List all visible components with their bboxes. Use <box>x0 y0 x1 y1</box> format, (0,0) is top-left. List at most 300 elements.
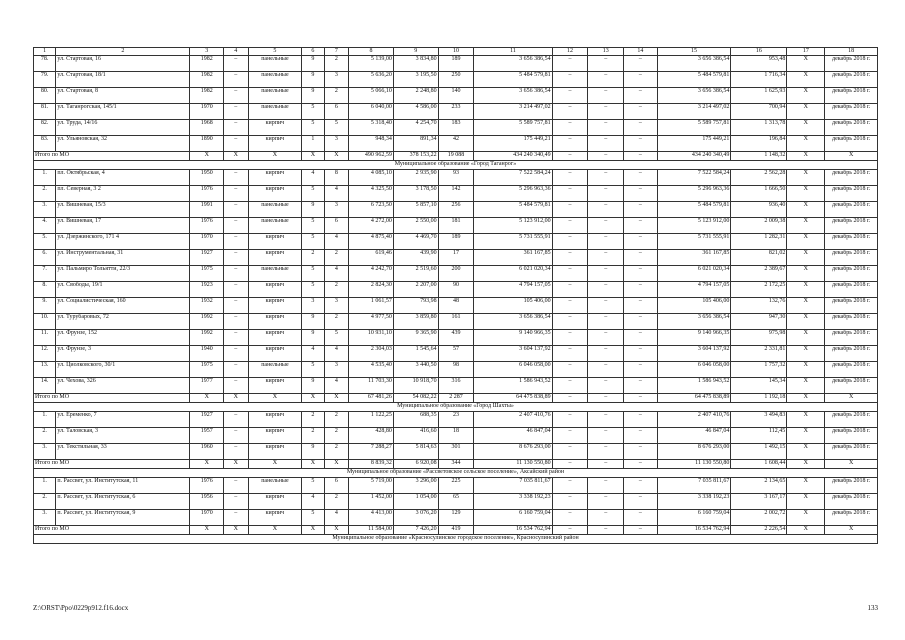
completion-date: декабрь 2018 г. <box>832 282 871 288</box>
table-cell: 1 <box>302 136 324 152</box>
table-cell: 7 288,27 <box>349 444 394 460</box>
table-cell: 2. <box>34 186 56 202</box>
table-cell: 793,98 <box>393 298 438 314</box>
table-cell: 6 046 058,00 <box>474 362 552 378</box>
table-cell: – <box>552 314 588 330</box>
table-cell: 3 859,80 <box>393 314 438 330</box>
table-cell: X <box>787 510 825 526</box>
table-cell: 8 839,32 <box>349 460 394 469</box>
housing-register-table <box>33 47 878 544</box>
table-cell: 98 <box>438 362 474 378</box>
table-cell: 1976 <box>190 218 224 234</box>
table-cell: 64 475 838,89 <box>657 394 731 403</box>
table-cell: 688,35 <box>393 412 438 428</box>
table-cell: 5 719,00 <box>349 478 394 494</box>
table-cell: 11. <box>34 330 56 346</box>
table-cell: кирпич <box>248 412 302 428</box>
table-cell: 4 242,70 <box>349 266 394 282</box>
completion-date: декабрь 2018 г. <box>832 444 871 450</box>
municipality-title-row <box>34 403 878 412</box>
table-cell: – <box>224 282 249 298</box>
table-cell: – <box>224 510 249 526</box>
table-cell: кирпич <box>248 250 302 266</box>
table-cell: 132,76 <box>731 298 787 314</box>
table-cell: – <box>588 88 624 104</box>
table-cell: 3 338 192,23 <box>657 494 731 510</box>
column-number: 4 <box>224 48 249 56</box>
table-cell: ул. Стартовая, 18/1 <box>56 72 190 88</box>
table-cell: 142 <box>438 186 474 202</box>
table-cell: 1982 <box>190 88 224 104</box>
table-cell: 9 365,90 <box>393 330 438 346</box>
table-cell: – <box>588 104 624 120</box>
table-cell: п. Рассвет, ул. Институтская, 11 <box>56 478 190 494</box>
table-row <box>34 444 878 460</box>
table-cell: 2 <box>324 314 349 330</box>
table-cell <box>825 104 878 120</box>
completion-date: декабрь 2018 г. <box>832 72 871 78</box>
table-cell: 2 <box>324 56 349 72</box>
table-row <box>34 120 878 136</box>
table-cell: – <box>624 250 658 266</box>
table-cell <box>825 56 878 72</box>
table-cell: 105 406,00 <box>474 298 552 314</box>
table-cell: 196,84 <box>731 136 787 152</box>
table-cell: – <box>588 460 624 469</box>
table-cell: 9. <box>34 298 56 314</box>
table-cell: 419 <box>438 526 474 535</box>
table-cell: 1992 <box>190 314 224 330</box>
table-cell: 17 <box>438 250 474 266</box>
table-cell: – <box>552 510 588 526</box>
table-cell: 5 <box>324 330 349 346</box>
table-cell: ул. Стартовая, 16 <box>56 56 190 72</box>
column-number: 3 <box>190 48 224 56</box>
table-cell: – <box>588 314 624 330</box>
column-number: 5 <box>248 48 302 56</box>
table-cell: ул. Еременко, 7 <box>56 412 190 428</box>
table-cell: – <box>224 72 249 88</box>
total-label: Итого по МО <box>34 394 190 403</box>
table-cell: 2 226,54 <box>731 526 787 535</box>
table-cell: 42 <box>438 136 474 152</box>
table-cell: пл. Северная, 3 2 <box>56 186 190 202</box>
table-row <box>34 202 878 218</box>
table-cell: – <box>588 346 624 362</box>
table-cell <box>825 72 878 88</box>
column-number: 8 <box>349 48 394 56</box>
table-cell: X <box>224 460 249 469</box>
table-cell: 1 282,31 <box>731 234 787 250</box>
table-cell: 78. <box>34 56 56 72</box>
table-cell <box>825 218 878 234</box>
column-number: 10 <box>438 48 474 56</box>
table-cell: ул. Циолковского, 30/1 <box>56 362 190 378</box>
table-cell: – <box>552 72 588 88</box>
table-cell: – <box>224 186 249 202</box>
table-cell: 4 977,50 <box>349 314 394 330</box>
table-cell: X <box>787 234 825 250</box>
table-cell: 344 <box>438 460 474 469</box>
table-cell: 256 <box>438 202 474 218</box>
table-cell: – <box>624 234 658 250</box>
table-cell: – <box>624 510 658 526</box>
table-cell: 1. <box>34 412 56 428</box>
table-cell: 2 <box>324 250 349 266</box>
table-cell: – <box>624 202 658 218</box>
table-cell: – <box>588 120 624 136</box>
table-cell: – <box>552 250 588 266</box>
table-cell: 936,40 <box>731 202 787 218</box>
table-cell: X <box>787 88 825 104</box>
table-cell: – <box>624 282 658 298</box>
table-cell: – <box>624 444 658 460</box>
table-cell: – <box>224 298 249 314</box>
table-cell: 4 <box>302 494 324 510</box>
table-cell: – <box>224 104 249 120</box>
table-cell: 233 <box>438 104 474 120</box>
column-number: 14 <box>624 48 658 56</box>
table-cell: 2 <box>324 412 349 428</box>
table-cell <box>825 314 878 330</box>
table-cell <box>825 510 878 526</box>
table-cell: 3 440,50 <box>393 362 438 378</box>
table-cell: ул. Таганрогская, 145/1 <box>56 104 190 120</box>
table-cell: 4 272,00 <box>349 218 394 234</box>
table-cell: 3 167,17 <box>731 494 787 510</box>
table-cell: 7 035 811,67 <box>657 478 731 494</box>
table-cell: панельные <box>248 218 302 234</box>
table-cell: X <box>787 362 825 378</box>
table-cell: 2 134,65 <box>731 478 787 494</box>
table-cell: 3 656 386,54 <box>657 56 731 72</box>
table-cell: X <box>787 120 825 136</box>
table-cell: 65 <box>438 494 474 510</box>
table-cell: 6 040,00 <box>349 104 394 120</box>
table-cell: п. Рассвет, ул. Институтская, 6 <box>56 494 190 510</box>
table-cell: 2 <box>324 428 349 444</box>
table-cell: – <box>552 362 588 378</box>
table-cell: 64 475 838,89 <box>474 394 552 403</box>
table-cell: – <box>588 56 624 72</box>
table-cell: 9 <box>302 444 324 460</box>
table-cell: X <box>302 526 324 535</box>
table-cell: X <box>787 330 825 346</box>
column-number: 7 <box>324 48 349 56</box>
table-cell: 4 <box>324 266 349 282</box>
table-cell: – <box>224 120 249 136</box>
table-cell: X <box>302 460 324 469</box>
table-cell: 3 834,80 <box>393 56 438 72</box>
table-cell: 9 <box>302 56 324 72</box>
table-cell: X <box>787 412 825 428</box>
table-cell: 439 <box>438 330 474 346</box>
table-cell: – <box>624 120 658 136</box>
table-row <box>34 412 878 428</box>
table-cell: 6 920,08 <box>393 460 438 469</box>
table-cell: X <box>787 346 825 362</box>
table-cell: – <box>224 88 249 104</box>
table-cell: кирпич <box>248 314 302 330</box>
completion-date: декабрь 2018 г. <box>832 104 871 110</box>
table-cell: X <box>224 526 249 535</box>
total-row <box>34 152 878 161</box>
table-cell: 2 407 410,76 <box>657 412 731 428</box>
table-cell <box>825 346 878 362</box>
table-cell: 821,02 <box>731 250 787 266</box>
table-cell: 4 794 157,05 <box>657 282 731 298</box>
table-cell: 316 <box>438 378 474 394</box>
table-cell: X <box>787 444 825 460</box>
table-cell: – <box>588 234 624 250</box>
table-cell: – <box>224 56 249 72</box>
table-cell: 361 167,85 <box>474 250 552 266</box>
table-cell: – <box>588 72 624 88</box>
table-cell: 428,80 <box>349 428 394 444</box>
table-cell: – <box>224 314 249 330</box>
table-cell: 4 <box>302 170 324 186</box>
table-cell <box>825 412 878 428</box>
table-cell: 301 <box>438 444 474 460</box>
table-cell: 4 413,00 <box>349 510 394 526</box>
completion-date: декабрь 2018 г. <box>832 330 871 336</box>
table-cell: кирпич <box>248 282 302 298</box>
table-cell: 11 584,00 <box>349 526 394 535</box>
table-cell: 6 723,50 <box>349 202 394 218</box>
table-cell: 6 046 058,00 <box>657 362 731 378</box>
table-cell: – <box>224 250 249 266</box>
table-cell: 2. <box>34 494 56 510</box>
table-cell: 4 794 157,05 <box>474 282 552 298</box>
table-row <box>34 428 878 444</box>
table-cell: 5 <box>302 104 324 120</box>
table-cell: 23 <box>438 412 474 428</box>
completion-date: декабрь 2018 г. <box>832 120 871 126</box>
column-number: 6 <box>302 48 324 56</box>
table-cell: – <box>552 218 588 234</box>
table-cell: – <box>588 428 624 444</box>
table-cell: ул. Таловская, 3 <box>56 428 190 444</box>
table-cell: кирпич <box>248 136 302 152</box>
municipality-title: Муниципальное образование «Рассветовское сельское поселение», Аксайский район <box>34 469 878 478</box>
table-cell: – <box>588 330 624 346</box>
table-cell: 90 <box>438 282 474 298</box>
column-number: 11 <box>474 48 552 56</box>
table-cell: 3 195,50 <box>393 72 438 88</box>
table-cell: 2 002,72 <box>731 510 787 526</box>
table-cell: панельные <box>248 202 302 218</box>
table-cell: кирпич <box>248 186 302 202</box>
table-cell: 1. <box>34 170 56 186</box>
table-cell: 57 <box>438 346 474 362</box>
table-cell: – <box>552 378 588 394</box>
table-cell: X <box>787 250 825 266</box>
table-cell: ул. Фрунзе, 3 <box>56 346 190 362</box>
table-cell: ул. Ульяновская, 32 <box>56 136 190 152</box>
table-cell: панельные <box>248 88 302 104</box>
table-cell: 4 469,70 <box>393 234 438 250</box>
table-cell: 5 066,10 <box>349 88 394 104</box>
table-cell: 1976 <box>190 478 224 494</box>
table-cell: 4 085,10 <box>349 170 394 186</box>
table-cell: X <box>787 494 825 510</box>
table-cell: 2 331,81 <box>731 346 787 362</box>
table-cell: 3 <box>324 72 349 88</box>
table-cell: 1950 <box>190 170 224 186</box>
table-cell: 3 214 497,02 <box>474 104 552 120</box>
table-cell: 2 <box>324 282 349 298</box>
table-cell: 2. <box>34 428 56 444</box>
table-cell: 4 <box>324 346 349 362</box>
table-cell: – <box>624 494 658 510</box>
table-cell: 3 338 192,23 <box>474 494 552 510</box>
table-cell: 4 254,70 <box>393 120 438 136</box>
table-row <box>34 250 878 266</box>
table-cell: кирпич <box>248 510 302 526</box>
table-cell: 189 <box>438 56 474 72</box>
table-cell: 6 021 020,34 <box>474 266 552 282</box>
total-label: Итого по МО <box>34 152 190 161</box>
table-cell: – <box>588 444 624 460</box>
table-cell: кирпич <box>248 346 302 362</box>
table-cell: 79. <box>34 72 56 88</box>
table-cell: – <box>588 378 624 394</box>
table-cell: 2 <box>302 250 324 266</box>
table-cell: 2 <box>324 88 349 104</box>
table-cell: 6 <box>324 104 349 120</box>
table-cell <box>825 428 878 444</box>
column-number: 12 <box>552 48 588 56</box>
table-row <box>34 282 878 298</box>
table-cell: панельные <box>248 362 302 378</box>
table-cell: 3 494,83 <box>731 412 787 428</box>
table-cell: 4 875,40 <box>349 234 394 250</box>
table-cell: 1932 <box>190 298 224 314</box>
table-cell: 6 <box>324 478 349 494</box>
table-cell: – <box>624 378 658 394</box>
table-cell: – <box>588 202 624 218</box>
table-cell: – <box>624 412 658 428</box>
table-cell: 2 287 <box>438 394 474 403</box>
municipality-title: Муниципальное образование «Красносулинское городское поселение», Красносулинский район <box>34 535 878 544</box>
table-cell: – <box>552 186 588 202</box>
column-number-row <box>34 48 878 56</box>
table-cell: 4 <box>324 510 349 526</box>
table-cell: 82. <box>34 120 56 136</box>
table-row <box>34 346 878 362</box>
table-cell: 5 296 963,36 <box>474 186 552 202</box>
table-cell: 2 <box>324 494 349 510</box>
table-cell: – <box>224 412 249 428</box>
table-cell: 5 731 555,91 <box>657 234 731 250</box>
document-path: Z:\ORST\Ppo\0229p912.f16.docx <box>33 604 129 612</box>
table-cell: 5 <box>302 478 324 494</box>
table-cell: ул. Фрунзе, 152 <box>56 330 190 346</box>
table-cell: X <box>787 394 825 403</box>
table-cell: 9 <box>302 202 324 218</box>
table-cell <box>825 378 878 394</box>
table-cell: 1976 <box>190 186 224 202</box>
table-cell: X <box>787 282 825 298</box>
total-label: Итого по МО <box>34 460 190 469</box>
table-cell: 145,34 <box>731 378 787 394</box>
table-cell: 3 076,20 <box>393 510 438 526</box>
table-row <box>34 104 878 120</box>
total-row <box>34 394 878 403</box>
table-cell: 8 676 293,00 <box>657 444 731 460</box>
table-cell: 200 <box>438 266 474 282</box>
table-cell: 2 172,25 <box>731 282 787 298</box>
table-cell: X <box>787 202 825 218</box>
table-cell: 5. <box>34 234 56 250</box>
table-cell <box>825 202 878 218</box>
table-cell: 16 534 762,94 <box>474 526 552 535</box>
table-cell: X <box>787 152 825 161</box>
table-cell <box>825 186 878 202</box>
table-cell: X <box>302 394 324 403</box>
table-cell: – <box>588 170 624 186</box>
table-cell: X <box>324 152 349 161</box>
table-cell: – <box>588 478 624 494</box>
table-cell: 54 082,22 <box>393 394 438 403</box>
table-row <box>34 330 878 346</box>
table-cell: X <box>787 298 825 314</box>
table-cell: 81. <box>34 104 56 120</box>
table-cell: 5 <box>324 120 349 136</box>
total-label: Итого по МО <box>34 526 190 535</box>
table-cell: 16 534 762,94 <box>657 526 731 535</box>
table-cell: X <box>787 378 825 394</box>
table-cell: 3. <box>34 444 56 460</box>
table-cell: 9 <box>302 88 324 104</box>
table-cell: 891,34 <box>393 136 438 152</box>
table-cell: – <box>224 136 249 152</box>
table-cell: 8 676 293,00 <box>474 444 552 460</box>
table-cell: ул. Чехова, 326 <box>56 378 190 394</box>
table-cell: 2 009,38 <box>731 218 787 234</box>
table-cell: 3 296,00 <box>393 478 438 494</box>
table-cell: X <box>787 428 825 444</box>
table-cell: – <box>624 478 658 494</box>
completion-date: декабрь 2018 г. <box>832 378 871 384</box>
table-cell <box>825 250 878 266</box>
table-cell: 1975 <box>190 362 224 378</box>
table-cell: кирпич <box>248 494 302 510</box>
table-cell: – <box>552 282 588 298</box>
table-cell: – <box>588 394 624 403</box>
table-cell: – <box>552 266 588 282</box>
table-cell: X <box>787 526 825 535</box>
table-cell: кирпич <box>248 428 302 444</box>
table-cell: 2 <box>324 444 349 460</box>
table-cell: 1970 <box>190 104 224 120</box>
table-cell: – <box>552 88 588 104</box>
table-cell: 2 248,80 <box>393 88 438 104</box>
completion-date: декабрь 2018 г. <box>832 494 871 500</box>
table-cell: – <box>588 250 624 266</box>
table-cell: X <box>787 170 825 186</box>
table-cell: 434 240 340,49 <box>657 152 731 161</box>
table-cell: 140 <box>438 88 474 104</box>
table-cell: – <box>552 412 588 428</box>
table-cell: 434 240 340,49 <box>474 152 552 161</box>
table-cell: – <box>588 282 624 298</box>
table-cell: 105 406,00 <box>657 298 731 314</box>
table-cell: X <box>787 56 825 72</box>
table-cell: 46 847,04 <box>657 428 731 444</box>
table-cell: – <box>588 136 624 152</box>
table-cell: 4 535,40 <box>349 362 394 378</box>
